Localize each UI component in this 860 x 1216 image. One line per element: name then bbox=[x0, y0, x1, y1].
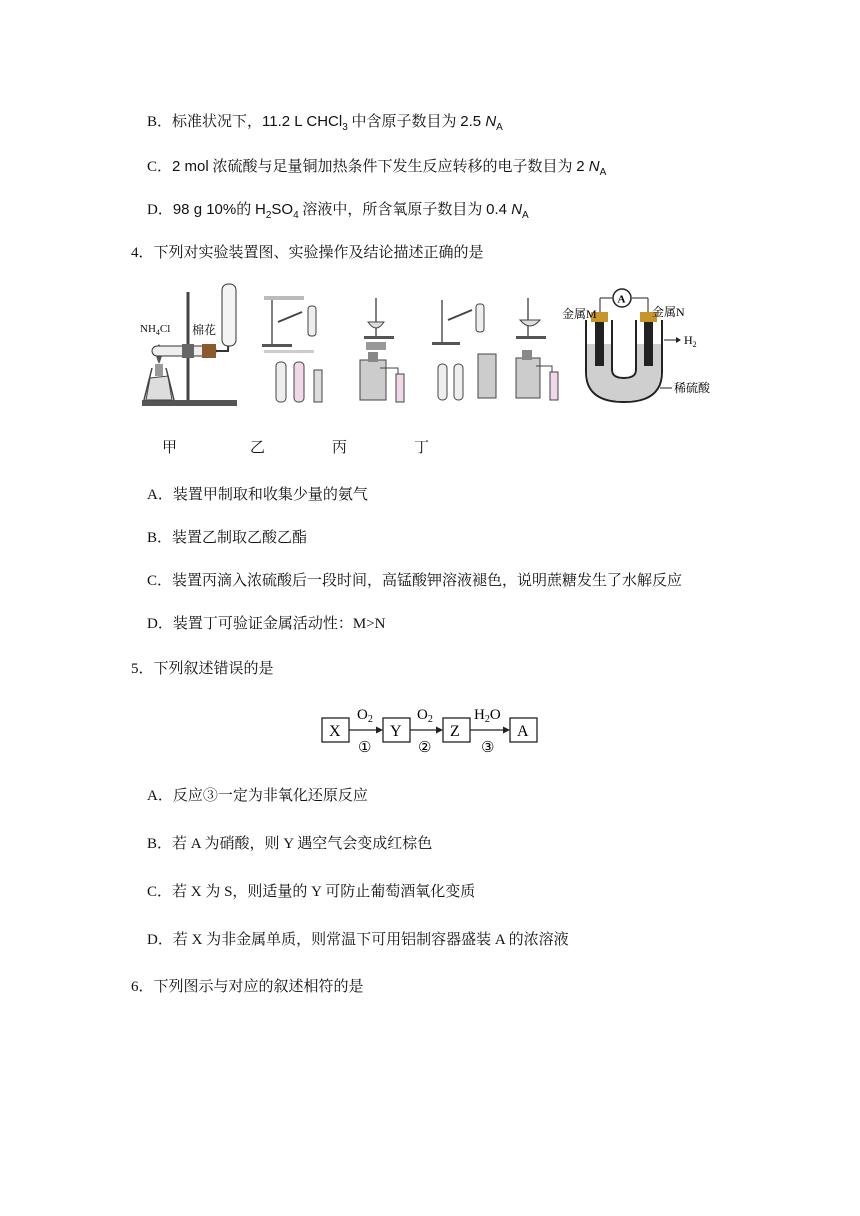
apparatus-jia-figure bbox=[138, 282, 250, 410]
box-y: Y bbox=[390, 723, 402, 740]
q6-stem: 6．下列图示与对应的叙述相符的是 bbox=[131, 979, 364, 995]
reagent-2: $O_2$ bbox=[417, 707, 433, 725]
reagent-1: $O_2$ bbox=[357, 707, 373, 725]
h2-label: $H_2$ bbox=[684, 333, 697, 349]
box-z: Z bbox=[450, 723, 460, 740]
q5-option-a: A．反应③一定为非氧化还原反应 bbox=[147, 788, 368, 804]
box-x: X bbox=[329, 723, 341, 740]
step-3: ③ bbox=[481, 740, 495, 756]
q5-option-d: D．若 X 为非金属单质，则常温下可用铝制容器盛装 A 的浓溶液 bbox=[147, 932, 569, 948]
metal-m-label: 金属M bbox=[562, 307, 597, 321]
apparatus-ding-figure bbox=[560, 282, 712, 408]
q5-stem: 5．下列叙述错误的是 bbox=[131, 661, 274, 677]
caption-ding: 丁 bbox=[414, 440, 430, 456]
apparatus-small-figure-3 bbox=[428, 292, 504, 412]
apparatus-yi-figure bbox=[258, 292, 336, 412]
q3-option-b: B．标准状况下，11.2 L CHCl$_3$ 中含原子数目为 2.5 $N_A$ bbox=[147, 113, 503, 133]
q3-option-d: D．98 g 10%的 $H_2SO_4$ 溶液中，所含氧原子数目为 0.4 $N_A$ bbox=[147, 201, 529, 221]
q5-option-c: C．若 X 为 S，则适量的 Y 可防止葡萄酒氧化变质 bbox=[147, 884, 476, 900]
q4-option-b: B．装置乙制取乙酸乙酯 bbox=[147, 530, 308, 546]
step-1: ① bbox=[358, 740, 372, 756]
apparatus-bing-figure bbox=[346, 292, 424, 412]
caption-jia: 甲 bbox=[162, 440, 178, 456]
acid-label: 稀硫酸 bbox=[674, 381, 711, 395]
step-2: ② bbox=[418, 740, 432, 756]
q4-option-c: C．装置丙滴入浓硫酸后一段时间，高锰酸钾溶液褪色，说明蔗糖发生了水解反应 bbox=[147, 573, 683, 589]
caption-bing: 丙 bbox=[332, 440, 348, 456]
metal-n-label: 金属N bbox=[652, 305, 685, 319]
ammeter-label: A bbox=[617, 293, 626, 306]
q5-option-b: B．若 A 为硝酸，则 Y 遇空气会变成红棕色 bbox=[147, 836, 433, 852]
box-a: A bbox=[517, 723, 529, 740]
q4-stem: 4．下列对实验装置图、实验操作及结论描述正确的是 bbox=[131, 245, 484, 261]
reagent-3: $H_2O$ bbox=[474, 707, 501, 725]
q4-option-a: A．装置甲制取和收集少量的氨气 bbox=[147, 487, 368, 503]
q5-flow-diagram bbox=[318, 700, 542, 758]
q3-option-c: C．2 mol 浓硫酸与足量铜加热条件下发生反应转移的电子数目为 2 $N_A$ bbox=[147, 158, 607, 178]
cotton-label: 棉花 bbox=[192, 323, 217, 337]
q4-option-d: D．装置丁可验证金属活动性：M>N bbox=[147, 616, 386, 632]
nh4cl-label: $NH_4Cl$ bbox=[140, 323, 171, 337]
caption-yi: 乙 bbox=[250, 440, 266, 456]
